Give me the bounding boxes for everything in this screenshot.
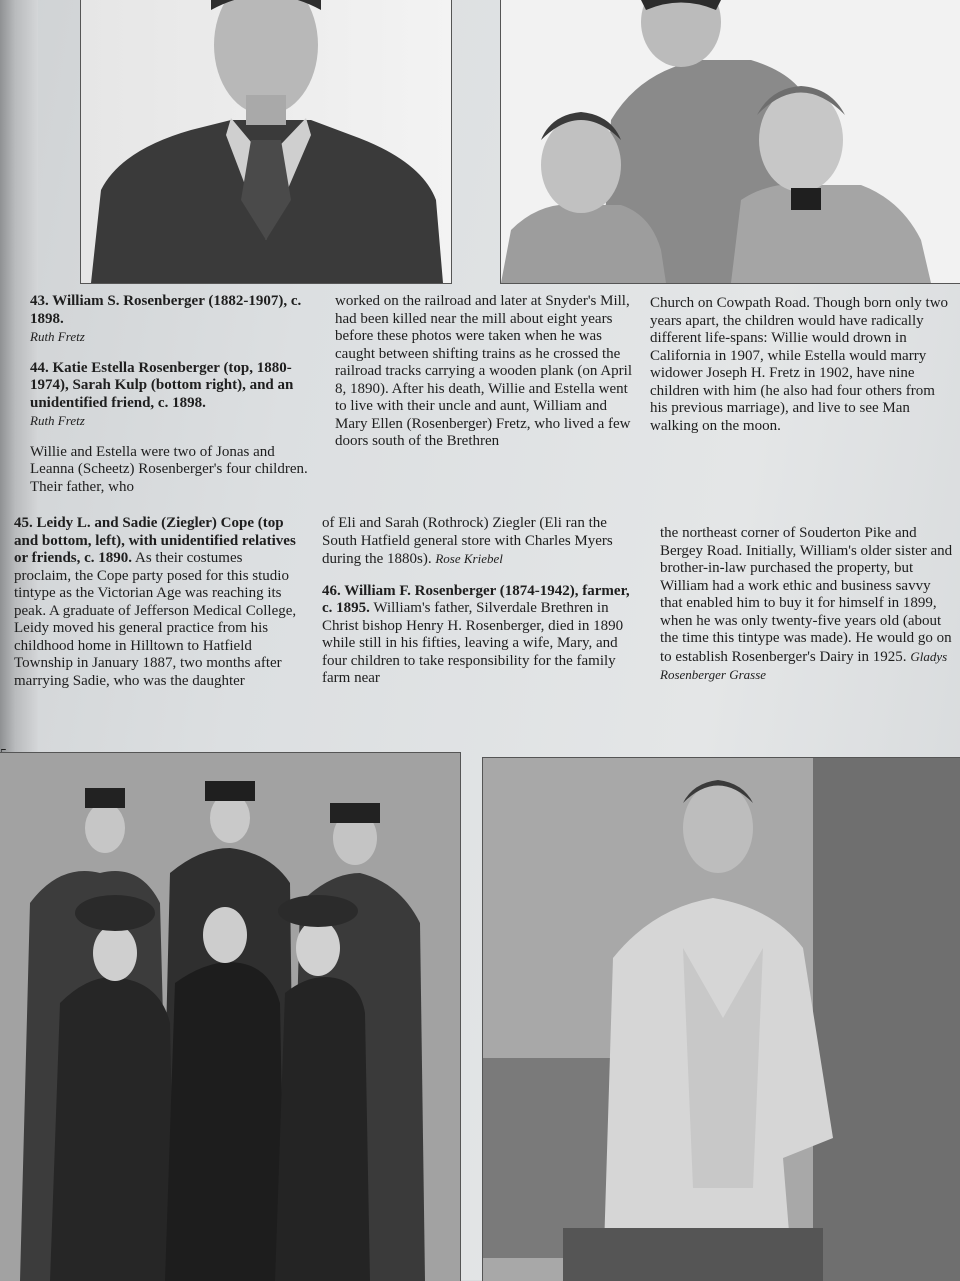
caption-46-credit: Gladys Rosenberger Grasse [660, 648, 948, 682]
body-paragraph-mid-2b: William's father, Silverdale Brethren in Christ bishop Henry H. Rosenberger, died in 1890 while still in his fifties, leaving a wife, Mary, and four children to take responsibility for the family farm near [322, 600, 624, 686]
caption-45-title: 45. Leidy L. and Sadie (Ziegler) Cope (top and bottom, left), with unidentified relatives or friends, c. 1890. [14, 515, 296, 566]
caption-46-title: 46. William F. Rosenberger (1874-1942), farmer, c. 1895. [322, 582, 630, 616]
text-column-top-1 [30, 293, 320, 496]
caption-44-credit: Ruth Fretz [30, 413, 85, 428]
photo-45-cope-party [0, 752, 461, 1281]
caption-45-credit: Rose Kriebel [435, 551, 503, 566]
photo-43-william-s-rosenberger [80, 0, 452, 284]
caption-43-credit: Ruth Fretz [30, 329, 85, 344]
text-column-top-2 [335, 293, 635, 451]
photo-46-william-f-rosenberger [482, 757, 960, 1281]
text-column-mid-2 [322, 515, 632, 688]
body-paragraph-top-3: Church on Cowpath Road. Though born only two years apart, the children would have radically different life-spans: Willie would drown in California in 1907, while Estella would marry widower Joseph H. Fretz in 1902, have nine children with him (he also had four others from his previous marriage), and live to see Man walking on the moon. [650, 295, 949, 434]
photo-44-katie-estella-rosenberger [500, 0, 960, 284]
text-column-top-3 [650, 295, 950, 435]
body-paragraph-mid-3: the northeast corner of Souderton Pike and Bergey Road. Initially, William's older sister and brother-in-law purchased the property, but William had a work ethic and business savvy that enabled him to buy it for himself in 1899, when he was only twenty-five years old (about the time this tintype was made). He would go on to establish Rosenberger's Dairy in 1925. [660, 525, 953, 665]
text-column-mid-1 [14, 515, 302, 690]
caption-43-title: 43. William S. Rosenberger (1882-1907), c. 1898. [30, 293, 302, 327]
body-paragraph-top-1: Willie and Estella were two of Jonas and Leanna (Scheetz) Rosenberger's four children. Their father, who [30, 443, 308, 495]
caption-44-title: 44. Katie Estella Rosenberger (top, 1880-1974), Sarah Kulp (bottom right), and an unidentified friend, c. 1898. [30, 359, 294, 411]
body-paragraph-mid-1: As their costumes proclaim, the Cope party posed for this studio tintype as the Victorian Age was reaching its peak. A graduate of Jefferson Medical College, Leidy moved his general practice from his childhood home in Hilltown to Hatfield Township in January 1887, two months after marrying Sadie, who was the daughter [14, 550, 297, 689]
body-paragraph-mid-2a: of Eli and Sarah (Rothrock) Ziegler (Eli ran the South Hatfield general store with Charles Myers during the 1880s). [322, 515, 613, 567]
body-paragraph-top-2: worked on the railroad and later at Snyder's Mill, had been killed near the mill about eight years before these photos were taken when he was caught between shifting trains as he crossed the railroad tracks carrying a wooden plank (on April 8, 1890). After his death, Willie and Estella went to live with their uncle and aunt, William and Mary Ellen (Rosenberger) Fretz, who lived a few doors south of the Brethren [335, 293, 632, 449]
text-column-mid-3 [660, 525, 954, 685]
